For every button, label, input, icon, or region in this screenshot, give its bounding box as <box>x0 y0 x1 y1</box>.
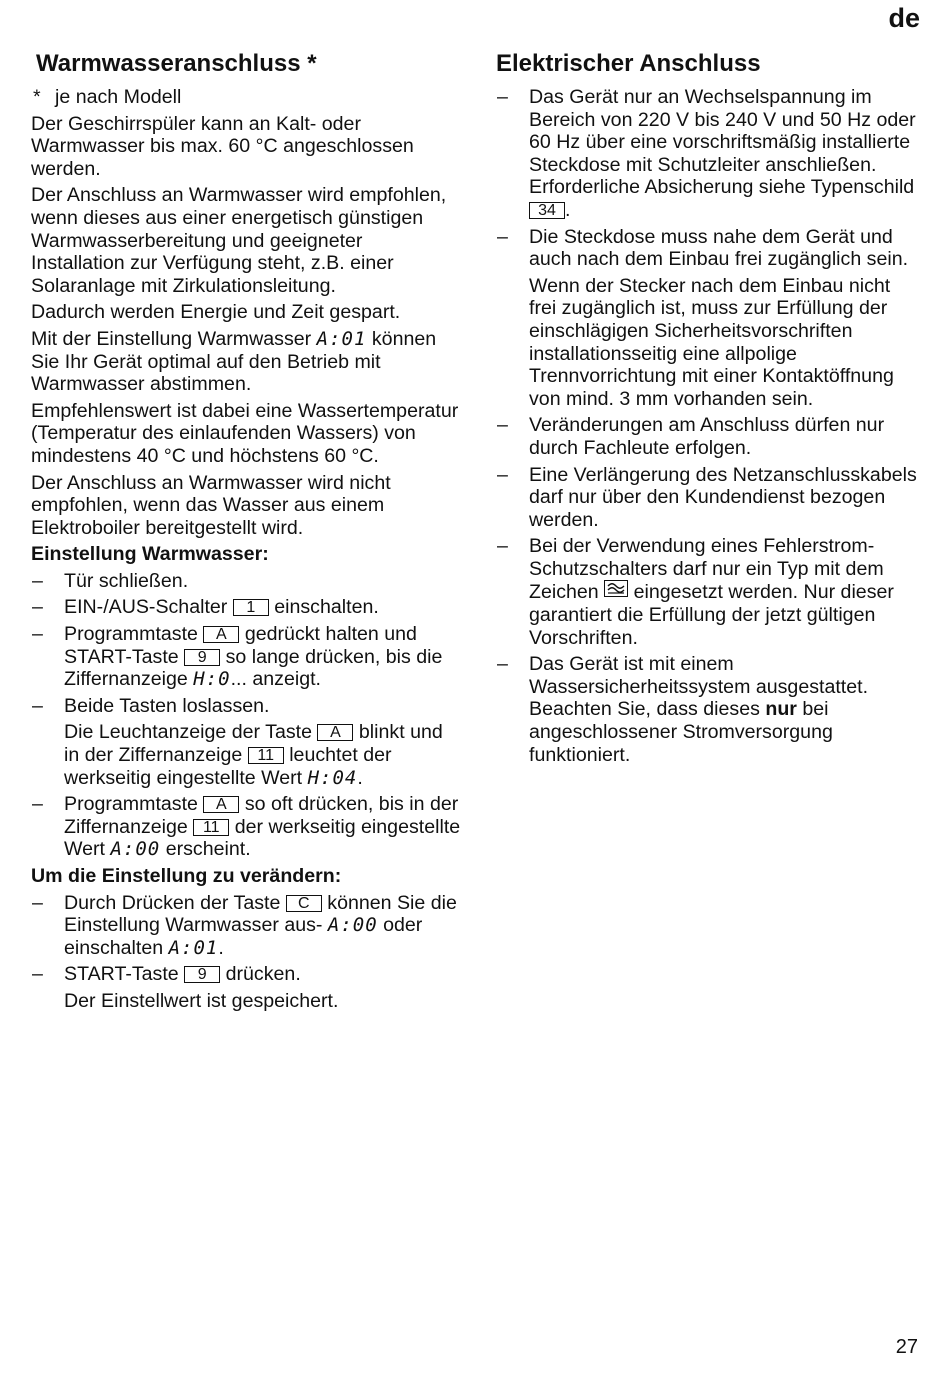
paragraph: Wenn der Stecker nach dem Einbau nicht frei zugänglich ist, muss zur Erfüllung der einschlägigen Sicherheitsvorschriften installationsseitig eine allpolige Trennvorrichtung mit einer Kontaktöffnung von mind. 3 mm vorhanden sein. <box>529 274 894 410</box>
paragraph: Der Anschluss an Warmwasser wird nicht empfohlen, wenn das Wasser aus einem Elektroboiler bereitgestellt wird. <box>31 471 391 539</box>
language-code: de <box>888 3 920 33</box>
text: ... anzeigt. <box>230 668 321 691</box>
text: gedrückt halten und START-Taste <box>64 623 417 668</box>
text: Mit der Einstellung Warmwasser <box>31 327 312 350</box>
text: EIN-/AUS-Schalter <box>64 596 228 619</box>
text: . <box>357 766 363 789</box>
list-item <box>496 226 922 411</box>
text: Das Gerät nur an Wechselspannung im Bereich von 220 V bis 240 V und 50 Hz oder 60 Hz über eine vorschriftsmäßig installierte Steckdose mit Schutzleiter anschließen. Erforderliche Absicherung siehe Typenschild <box>529 86 916 199</box>
key-label: 9 <box>184 649 220 666</box>
key-label: A <box>203 626 239 643</box>
paragraph: Der Anschluss an Warmwasser wird empfohlen, wenn dieses aus einer energetisch günstigen Warmwasserbereitung und geeigneter Installation zur Verfügung steht, z.B. einer Solaranlage mit Zirkulationsleitung. <box>31 184 447 297</box>
list-item <box>31 596 461 619</box>
paragraph: Empfehlenswert ist dabei eine Wassertemperatur (Temperatur des einlaufenden Wassers) von mindestens 40 °C und höchstens 60 °C. <box>31 399 459 467</box>
key-label: 1 <box>233 599 269 616</box>
text: Durch Drücken der Taste <box>64 891 281 914</box>
section-title-electrical: Elektrischer Anschluss <box>496 50 761 77</box>
key-label: A <box>317 724 353 741</box>
text: können Sie Ihr Gerät optimal auf den Betrieb mit Warmwasser abstimmen. <box>31 327 437 396</box>
display-code: A:01 <box>168 936 219 959</box>
emphasis: nur <box>765 698 797 721</box>
text: blinkt und in der Ziffernanzeige <box>64 721 443 767</box>
list-item: – Veränderungen am Anschluss dürfen nur durch Fachleute erfolgen. <box>496 414 922 459</box>
key-label: A <box>203 796 239 813</box>
text: so oft drücken, bis in der Ziffernanzeige <box>64 793 459 838</box>
text: START-Taste <box>64 963 179 986</box>
text: Das Gerät ist mit einem Wassersicherheitssystem ausgestattet. Beachten Sie, dass dieses <box>529 653 869 721</box>
text: oder einschalten <box>64 914 423 959</box>
key-label: 11 <box>193 819 229 836</box>
display-code: A:01 <box>316 327 367 350</box>
list-item <box>31 695 461 789</box>
list-item <box>496 86 922 222</box>
text: der werkseitig eingestellte Wert <box>64 815 461 861</box>
key-label: 34 <box>529 202 565 219</box>
text: können Sie die Einstellung Warmwasser aus- <box>64 891 457 937</box>
text: eingesetzt werden. Nur dieser garantiert die Erfüllung der jetzt gültigen Vorschriften. <box>529 581 894 649</box>
text: – Beide Tasten loslassen. <box>64 694 270 717</box>
list-item: – Tür schließen. <box>31 570 461 593</box>
page-number: 27 <box>895 1336 918 1358</box>
key-label: 11 <box>248 747 284 764</box>
change-list <box>31 892 461 1013</box>
text: erscheint. <box>165 838 251 861</box>
text: . <box>218 936 224 959</box>
paragraph: Der Geschirrspüler kann an Kalt- oder Warmwasser bis max. 60 °C angeschlossen werden. <box>31 112 414 180</box>
key-label: C <box>286 895 322 912</box>
text: . <box>565 198 571 221</box>
right-column <box>496 50 922 770</box>
display-code: A:00 <box>327 914 378 937</box>
text: Bei der Verwendung eines Fehlerstrom-Schutzschalters darf nur ein Typ mit dem Zeichen <box>529 535 884 604</box>
paragraph <box>31 328 461 396</box>
list-item: – Eine Verlängerung des Netzanschlusskabels darf nur über den Kundendienst bezogen werden. <box>496 464 922 532</box>
key-label: 9 <box>184 966 220 983</box>
list-item <box>31 892 461 960</box>
electrical-list <box>496 86 922 766</box>
rcd-type-symbol-icon <box>604 580 628 597</box>
text: Die Leuchtanzeige der Taste <box>64 721 312 744</box>
list-item <box>31 793 461 861</box>
list-item <box>31 963 461 1012</box>
display-code: A:00 <box>110 838 161 861</box>
list-item <box>496 653 922 766</box>
list-item <box>31 623 461 691</box>
paragraph: Der Einstellwert ist gespeichert. <box>64 989 339 1012</box>
display-code: H:04 <box>307 766 358 789</box>
paragraph <box>64 721 461 789</box>
text: einschalten. <box>274 596 379 619</box>
text: bei angeschlossener Stromversorgung funktioniert. <box>529 698 833 766</box>
text: Programmtaste <box>64 793 198 816</box>
steps-list <box>31 570 461 861</box>
footnote: * je nach Modell <box>31 86 461 109</box>
left-column <box>31 50 461 1017</box>
section-title-hot-water: Warmwasseranschluss * <box>36 50 317 77</box>
subheading-setting: Einstellung Warmwasser: <box>31 543 269 566</box>
text: – Die Steckdose muss nahe dem Gerät und auch nach dem Einbau frei zugänglich sein. <box>529 225 909 271</box>
display-code: H:0 <box>193 668 231 691</box>
list-item <box>496 535 922 649</box>
text: leuchtet der werkseitig eingestellte Wert <box>64 744 392 789</box>
text: drücken. <box>225 963 301 986</box>
paragraph: Dadurch werden Energie und Zeit gespart. <box>31 301 401 324</box>
text: so lange drücken, bis die Ziffernanzeige <box>64 645 443 691</box>
text: Programmtaste <box>64 623 198 646</box>
text <box>64 963 461 986</box>
subheading-change: Um die Einstellung zu verändern: <box>31 865 342 887</box>
footnote-list <box>31 86 461 109</box>
